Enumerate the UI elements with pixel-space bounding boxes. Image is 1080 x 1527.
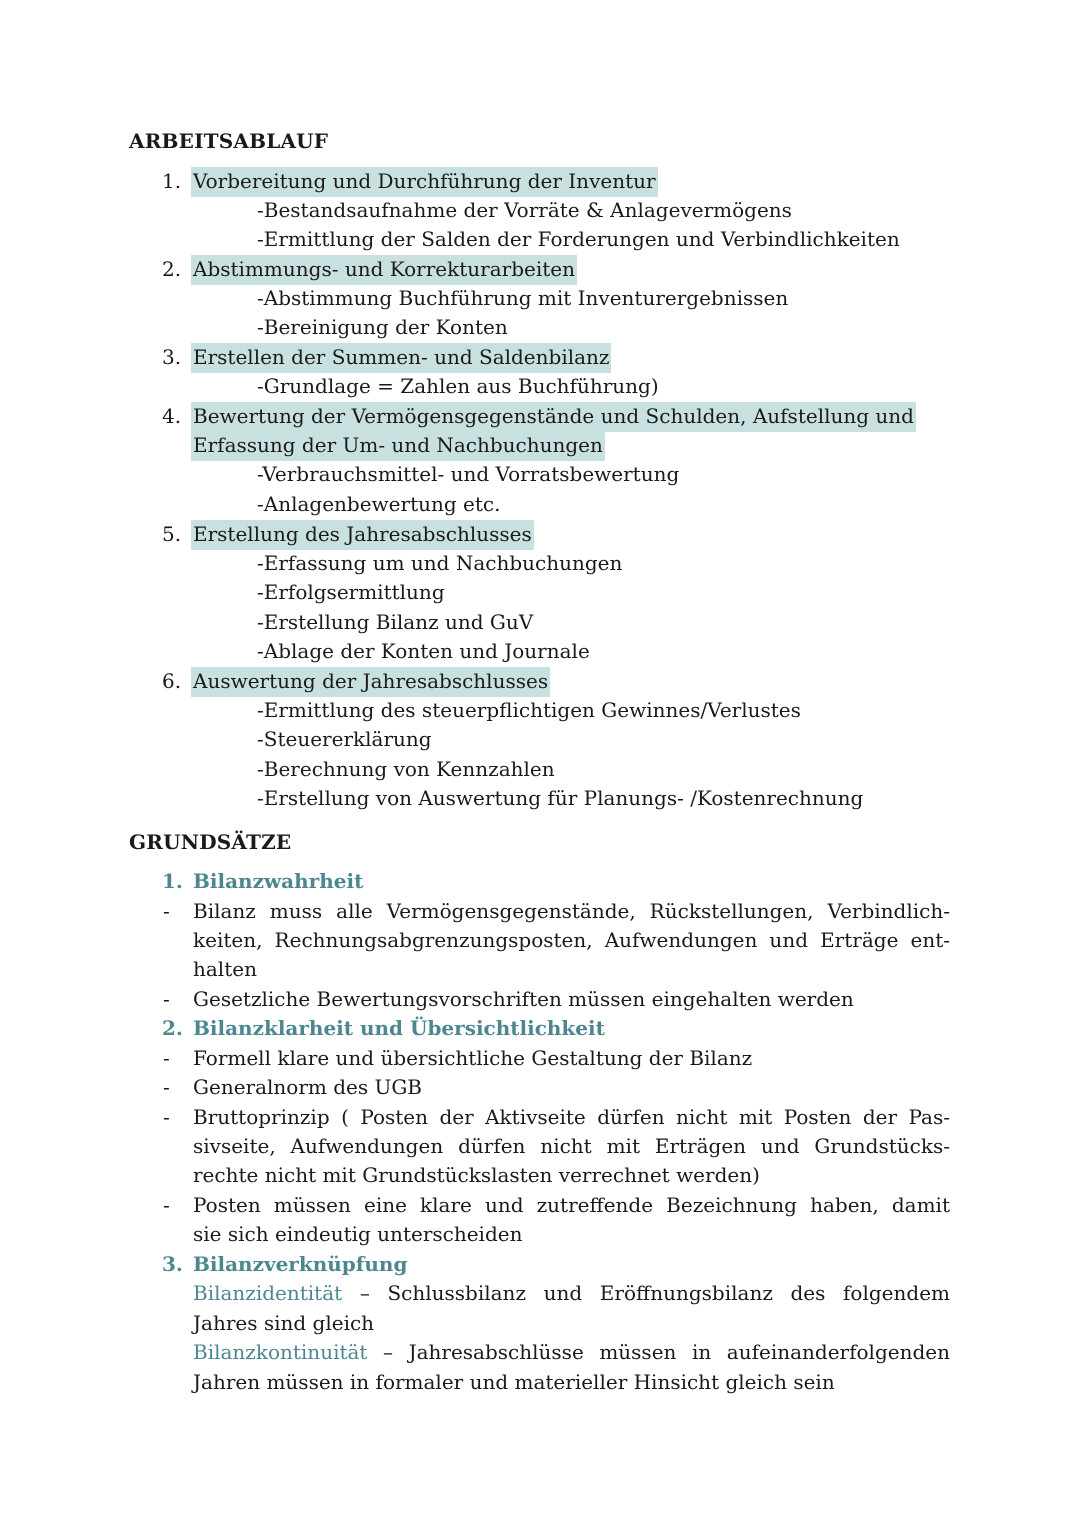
term-bilanzkontinuitaet: Bilanzkontinuität [193, 1340, 368, 1364]
sub-item: -Ablage der Konten und Journale [257, 639, 590, 663]
sub-item: -Anlagenbewertung etc. [257, 492, 501, 516]
document-page: ARBEITSABLAUF 1. Vorbereitung und Durchführung der Inventur -Bestandsaufnahme der Vorräte & Anlagevermögens -Ermittlung der Salden der Forderungen und Verbindlichkeiten 2. Abstimmungs- und Korrekturarbeiten -Abstimmung Buchführung mit Inventurergebnissen -Bereinigung der Konten 3. Erstellen der Summen- und Saldenbilanz -Grundlage = Zahlen aus Buchführung) 4. Bewertung der Vermögensgegenstände und Schulden, Aufstellung und Erfassung der Um- und Nachbuchungen -Verbrauchsmittel- und Vorratsbewertung -Anlagenbewertung etc. 5. Erstellung des Jahresabschlusses -Erfassung um und Nachbuchungen -Erfolgsermittlung -Erstellung Bilanz und GuV -Ablage der Konten und Journale 6. Auswertung der Jahresabschlusses -Ermittlung des steuerpflichtigen Gewinnes/Verlustes -Steuererklärung -Berechnung von Kennzahlen -Erstellung von Auswertung für Planungs- /Kostenrechnung GRUNDSÄTZE 1. Bilanzwahrheit - Bilanz muss alle Vermögensgegenstände, Rückstellungen, Verbindlich- keiten, Rechnungsabgrenzungsposten, Aufwendungen und Erträge ent- halten - Gesetzliche Bewertungsvorschriften müssen eingehalten werden 2. Bilanzklarheit und Übersichtlichkeit - Formell klare und übersichtliche Gestaltung der Bilanz - Generalnorm des UGB - Bruttoprinzip ( Posten der Aktivseite dürfen nicht mit Posten der Pas- sivseite, Aufwendungen dürfen nicht mit Erträgen und Grundstücks- rechte nicht mit Grundstückslasten verrechnet werden) - Posten müssen eine klare und zutreffende Bezeichnung haben, damit sie sich eindeutig unterscheiden 3. Bilanzverknüpfung Bilanzidentität – Schlussbilanz und Eröffnungsbilanz des folgendem Jahres sind gleich Bilanzkontinuität – Jahresabschlüsse müssen in aufeinanderfolgenden Jahren müssen in formaler und materieller Hinsicht gleich sein [0, 0, 1080, 1527]
bullet-item-cont: sivseite, Aufwendungen dürfen nicht mit Erträgen und Grundstücks- [193, 1134, 950, 1158]
section-title-arbeitsablauf: ARBEITSABLAUF [129, 129, 329, 153]
sub-item: -Erfolgsermittlung [257, 580, 445, 604]
definition-cont: Jahren müssen in formaler und materieller Hinsicht gleich sein [193, 1370, 835, 1394]
sub-item: -Erstellung von Auswertung für Planungs- /Kostenrechnung [257, 786, 864, 810]
sub-item: -Abstimmung Buchführung mit Inventurergebnissen [257, 286, 789, 310]
list-item-title: Erstellen der Summen- und Saldenbilanz [191, 343, 611, 373]
sub-item: -Ermittlung des steuerpflichtigen Gewinnes/Verlustes [257, 698, 801, 722]
bullet-item-cont: sie sich eindeutig unterscheiden [193, 1222, 523, 1246]
sub-item: -Grundlage = Zahlen aus Buchführung) [257, 374, 659, 398]
sub-item: -Steuererklärung [257, 727, 432, 751]
sub-item: -Bereinigung der Konten [257, 315, 508, 339]
list-item-title: Auswertung der Jahresabschlusses [191, 667, 550, 697]
sub-item: -Verbrauchsmittel- und Vorratsbewertung [257, 462, 680, 486]
sub-item: -Erstellung Bilanz und GuV [257, 610, 534, 634]
list-item-title: Abstimmungs- und Korrekturarbeiten [191, 255, 577, 285]
list-item-title: Bewertung der Vermögensgegenstände und Schulden, Aufstellung und [191, 402, 916, 432]
list-item-title: Vorbereitung und Durchführung der Inventur [191, 167, 658, 197]
list-item-title: Erstellung des Jahresabschlusses [191, 520, 534, 550]
section-title-grundsaetze: GRUNDSÄTZE [129, 830, 292, 854]
bullet-item-cont: rechte nicht mit Grundstückslasten verrechnet werden) [193, 1163, 760, 1187]
sub-item: -Berechnung von Kennzahlen [257, 757, 555, 781]
bullet-item-cont: keiten, Rechnungsabgrenzungsposten, Aufwendungen und Erträge ent- [193, 928, 950, 952]
term-bilanzidentitaet: Bilanzidentität [193, 1281, 343, 1305]
sub-item: -Erfassung um und Nachbuchungen [257, 551, 623, 575]
sub-item: -Bestandsaufnahme der Vorräte & Anlagevermögens [257, 198, 792, 222]
sub-item: -Ermittlung der Salden der Forderungen und Verbindlichkeiten [257, 227, 900, 251]
list-item-title-cont: Erfassung der Um- und Nachbuchungen [191, 431, 605, 461]
definition-cont: Jahres sind gleich [193, 1311, 375, 1335]
bullet-item-cont: halten [193, 957, 257, 981]
